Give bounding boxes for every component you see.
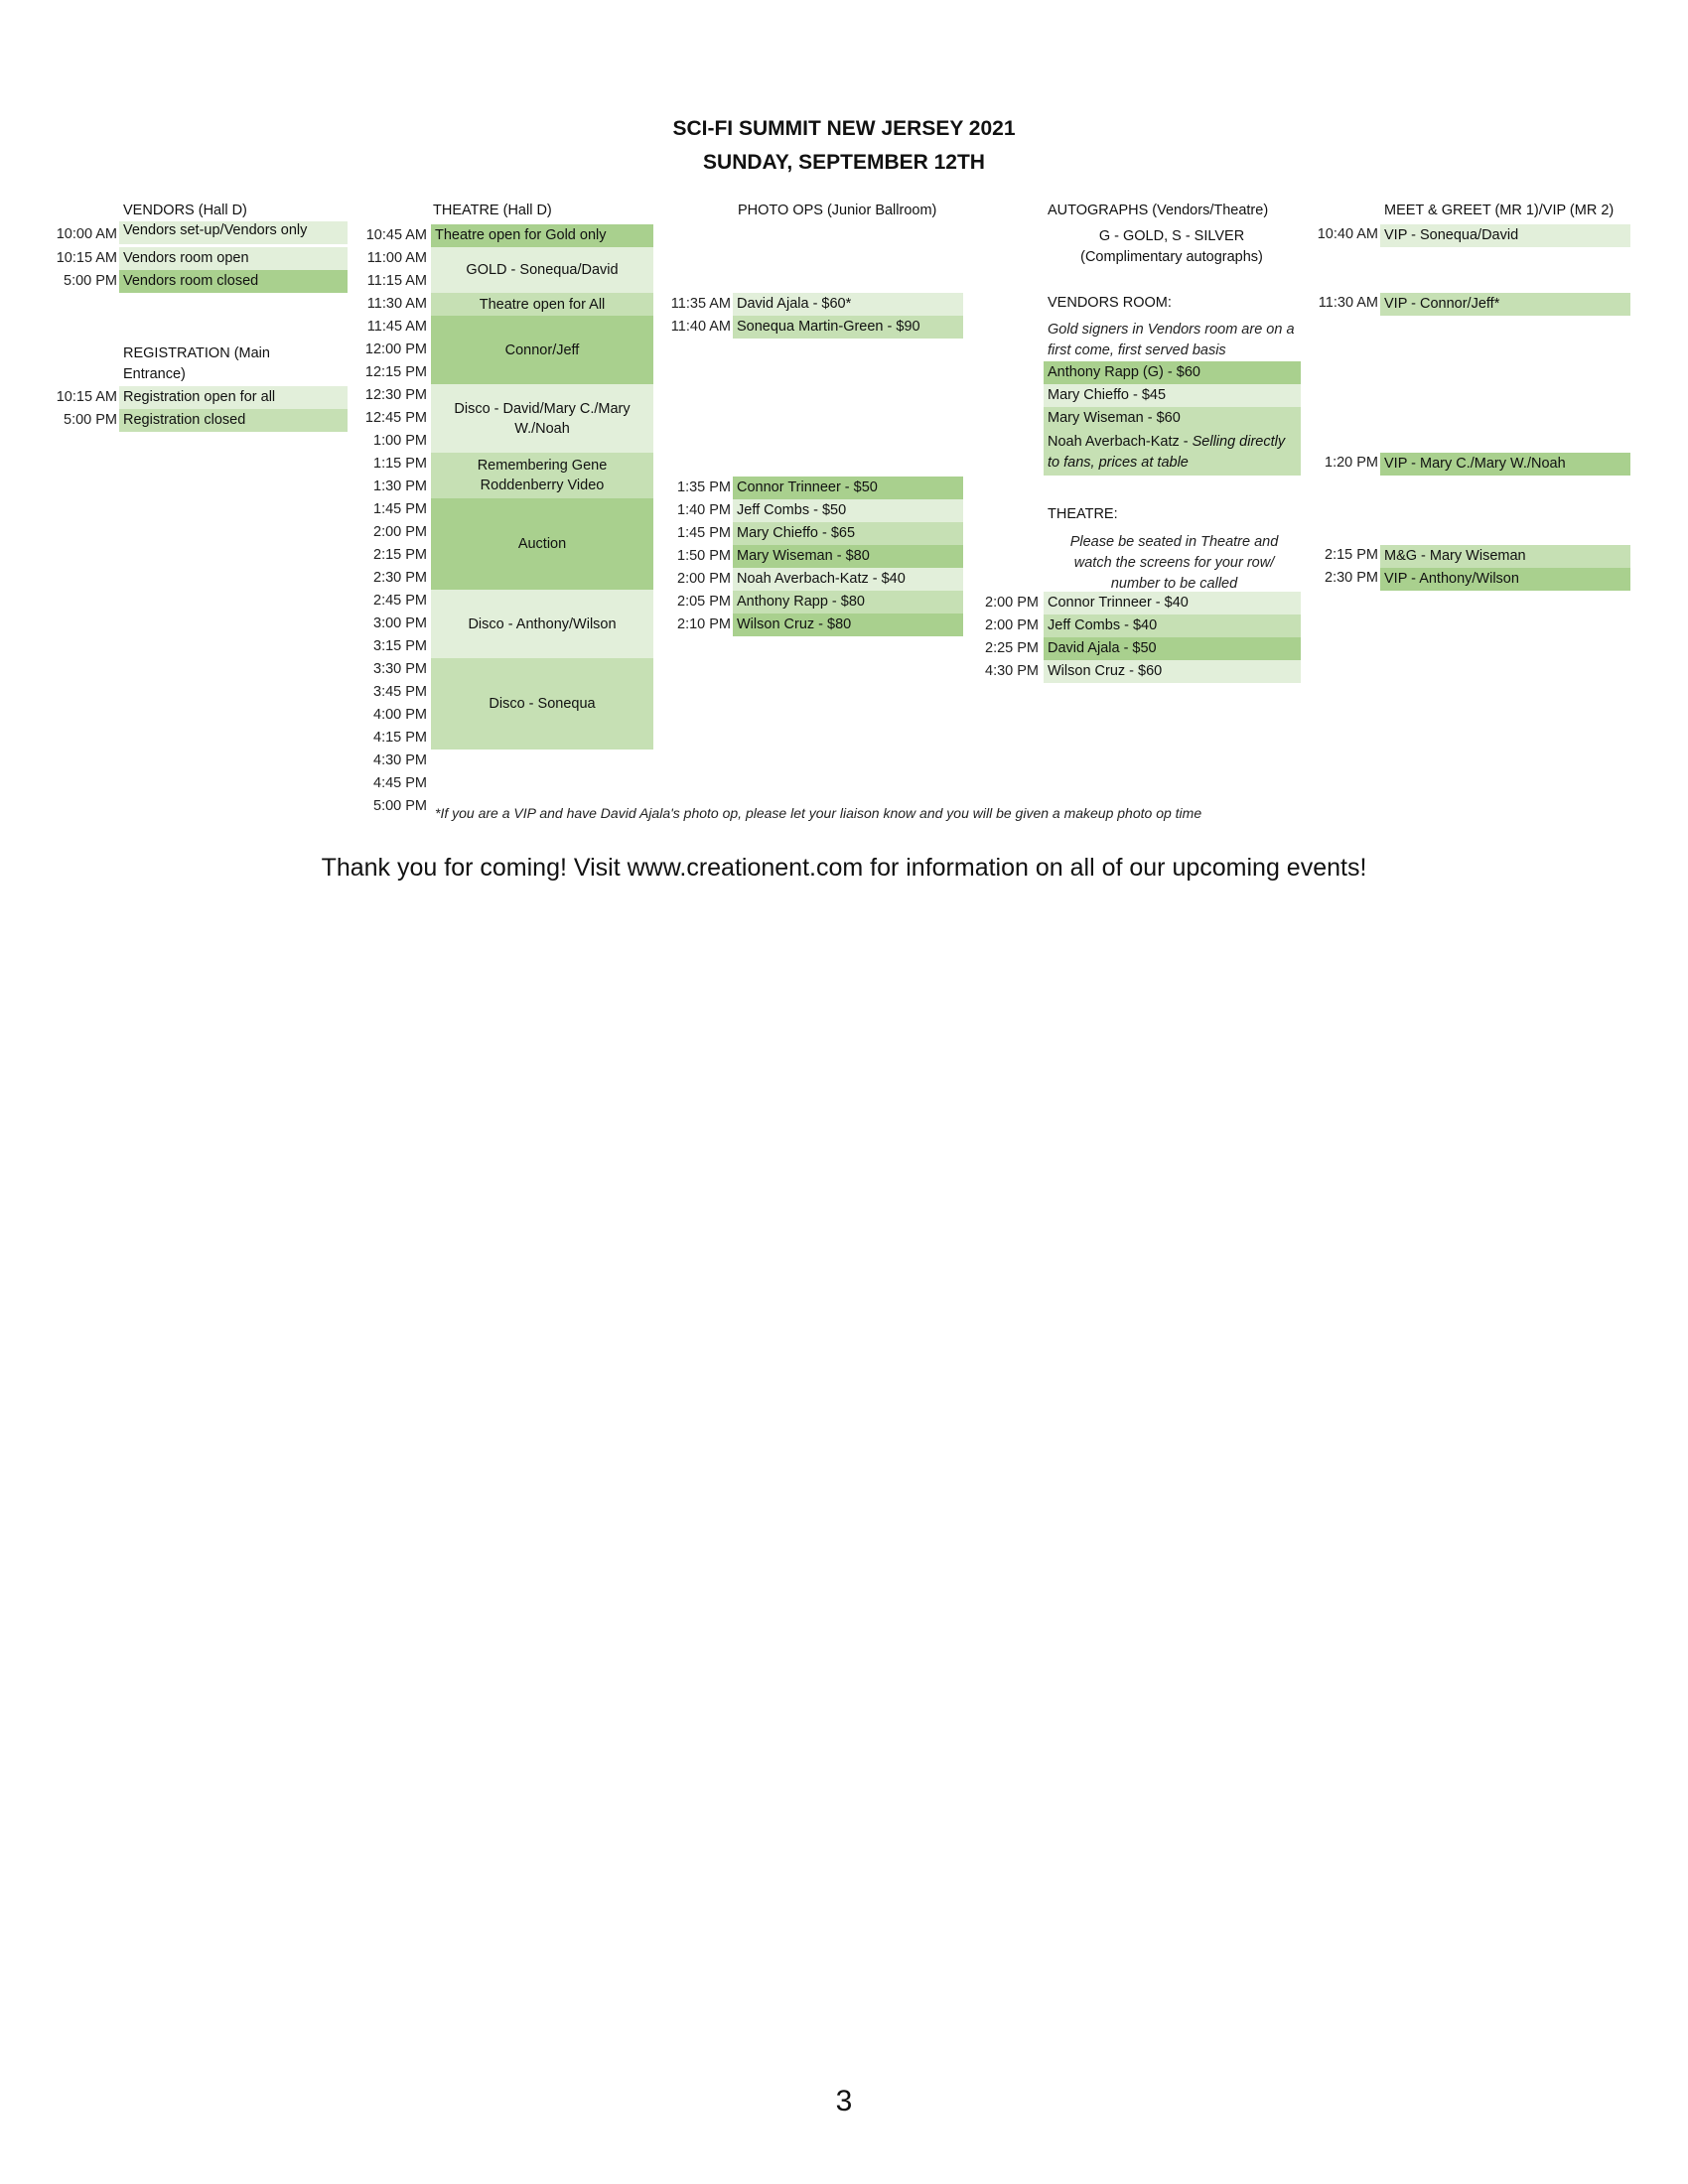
theatre-time: 3:15 PM: [373, 638, 427, 654]
theatre-block: Connor/Jeff: [431, 316, 653, 384]
theatre-block: Theatre open for All: [431, 293, 653, 316]
theatre-header: THEATRE (Hall D): [433, 203, 552, 218]
photo-op-item: Connor Trinneer - $50: [733, 477, 963, 499]
meet-greet-item: VIP - Connor/Jeff*: [1380, 293, 1630, 316]
photo-op-item: David Ajala - $60*: [733, 293, 963, 316]
photo-op-item: Mary Wiseman - $80: [733, 545, 963, 568]
theatre-time: 11:00 AM: [366, 250, 427, 266]
meet-greet-header: MEET & GREET (MR 1)/VIP (MR 2): [1384, 203, 1615, 218]
meet-greet-item: VIP - Anthony/Wilson: [1380, 568, 1630, 591]
photo-op-time: 2:05 PM: [677, 594, 731, 610]
vendors-room-header: VENDORS ROOM:: [1048, 295, 1172, 311]
meet-greet-time: 1:20 PM: [1325, 455, 1378, 471]
theatre-time: 3:30 PM: [373, 661, 427, 677]
autograph-item: Mary Wiseman - $60: [1044, 407, 1301, 430]
theatre-time: 2:00 PM: [373, 524, 427, 540]
autographs-legend: G - GOLD, S - SILVER: [1098, 228, 1245, 244]
meet-greet-time: 2:30 PM: [1325, 570, 1378, 586]
vendors-time: 10:15 AM: [56, 250, 117, 266]
autograph-theatre-time: 4:30 PM: [985, 663, 1039, 679]
meet-greet-item: VIP - Mary C./Mary W./Noah: [1380, 453, 1630, 476]
autograph-theatre-item: Jeff Combs - $40: [1044, 614, 1301, 637]
meet-greet-item: M&G - Mary Wiseman: [1380, 545, 1630, 568]
footnote: *If you are a VIP and have David Ajala's photo op, please let your liaison know and you will be given a makeup photo op time: [435, 805, 1202, 821]
photo-op-item: Sonequa Martin-Green - $90: [733, 316, 963, 339]
theatre-block: Remembering Gene Roddenberry Video: [431, 453, 653, 498]
page-subtitle: SUNDAY, SEPTEMBER 12TH: [703, 151, 985, 174]
theatre-block: GOLD - Sonequa/David: [431, 247, 653, 293]
meet-greet-time: 10:40 AM: [1317, 226, 1378, 242]
photo-op-time: 1:50 PM: [677, 548, 731, 564]
vendors-item: Vendors room open: [119, 247, 348, 270]
autograph-theatre-item: Wilson Cruz - $60: [1044, 660, 1301, 683]
theatre-time: 3:45 PM: [373, 684, 427, 700]
registration-item: Registration closed: [119, 409, 348, 432]
registration-time: 10:15 AM: [56, 389, 117, 405]
photo-op-time: 1:40 PM: [677, 502, 731, 518]
autographs-theatre-note: Please be seated in Theatre and watch the screens for your row/ number to be called: [1069, 534, 1279, 592]
photo-ops-header: PHOTO OPS (Junior Ballroom): [738, 203, 937, 218]
theatre-time: 11:30 AM: [366, 296, 427, 312]
page-number: 3: [835, 2085, 853, 2117]
theatre-time: 2:30 PM: [373, 570, 427, 586]
vendors-time: 10:00 AM: [56, 226, 117, 242]
theatre-time: 4:00 PM: [373, 707, 427, 723]
autograph-theatre-item: Connor Trinneer - $40: [1044, 592, 1301, 614]
noah-name: Noah Averbach-Katz -: [1048, 434, 1193, 450]
vendors-item: Vendors room closed: [119, 270, 348, 293]
theatre-time: 12:45 PM: [364, 410, 427, 426]
thank-you-message: Thank you for coming! Visit www.creationent.com for information on all of our upcoming events!: [321, 854, 1367, 882]
registration-time: 5:00 PM: [64, 412, 117, 428]
theatre-time: 12:30 PM: [364, 387, 427, 403]
theatre-time: 1:45 PM: [373, 501, 427, 517]
theatre-time: 1:00 PM: [373, 433, 427, 449]
page-title: SCI-FI SUMMIT NEW JERSEY 2021: [672, 117, 1016, 140]
autograph-theatre-time: 2:00 PM: [985, 617, 1039, 633]
theatre-time: 1:15 PM: [373, 456, 427, 472]
theatre-block: Disco - Anthony/Wilson: [431, 590, 653, 658]
noah-note: Selling directly to fans, prices at table: [1048, 434, 1286, 471]
theatre-time: 11:15 AM: [366, 273, 427, 289]
theatre-time: 1:30 PM: [373, 478, 427, 494]
photo-op-time: 2:10 PM: [677, 616, 731, 632]
photo-op-time: 11:35 AM: [670, 296, 731, 312]
vendors-room-note: Gold signers in Vendors room are on a first come, first served basis: [1048, 322, 1295, 358]
theatre-time: 2:45 PM: [373, 593, 427, 609]
theatre-block: Theatre open for Gold only: [431, 224, 653, 247]
theatre-block: Disco - Sonequa: [431, 658, 653, 750]
photo-op-item: Noah Averbach-Katz - $40: [733, 568, 963, 591]
photo-op-item: Anthony Rapp - $80: [733, 591, 963, 614]
autographs-header: AUTOGRAPHS (Vendors/Theatre): [1048, 203, 1269, 218]
vendors-time: 5:00 PM: [64, 273, 117, 289]
meet-greet-item: VIP - Sonequa/David: [1380, 224, 1630, 247]
autographs-complimentary: (Complimentary autographs): [1080, 249, 1263, 265]
vendors-header: VENDORS (Hall D): [123, 203, 247, 218]
theatre-time: 5:00 PM: [373, 798, 427, 814]
theatre-time: 12:15 PM: [364, 364, 427, 380]
theatre-time: 3:00 PM: [373, 615, 427, 631]
theatre-time: 2:15 PM: [373, 547, 427, 563]
theatre-time: 10:45 AM: [365, 227, 427, 243]
theatre-time: 4:30 PM: [373, 752, 427, 768]
theatre-time: 12:00 PM: [364, 341, 427, 357]
autograph-item: Anthony Rapp (G) - $60: [1044, 361, 1301, 384]
registration-header: REGISTRATION (Main Entrance): [123, 345, 270, 382]
autograph-item: Mary Chieffo - $45: [1044, 384, 1301, 407]
photo-op-time: 11:40 AM: [670, 319, 731, 335]
autograph-theatre-time: 2:25 PM: [985, 640, 1039, 656]
theatre-time: 4:45 PM: [373, 775, 427, 791]
autograph-theatre-item: David Ajala - $50: [1044, 637, 1301, 660]
photo-op-time: 1:45 PM: [677, 525, 731, 541]
autographs-theatre-header: THEATRE:: [1048, 506, 1118, 522]
photo-op-time: 1:35 PM: [677, 479, 731, 495]
photo-op-item: Jeff Combs - $50: [733, 499, 963, 522]
photo-op-item: Mary Chieffo - $65: [733, 522, 963, 545]
autograph-item-noah: [1044, 430, 1301, 476]
theatre-time: 11:45 AM: [366, 319, 427, 335]
photo-op-item: Wilson Cruz - $80: [733, 614, 963, 636]
autograph-theatre-time: 2:00 PM: [985, 595, 1039, 611]
theatre-block: Disco - David/Mary C./Mary W./Noah: [431, 384, 653, 453]
registration-item: Registration open for all: [119, 386, 348, 409]
meet-greet-time: 11:30 AM: [1318, 295, 1378, 311]
vendors-item: Vendors set-up/Vendors only: [119, 221, 348, 244]
photo-op-time: 2:00 PM: [677, 571, 731, 587]
theatre-block: Auction: [431, 498, 653, 590]
meet-greet-time: 2:15 PM: [1325, 547, 1378, 563]
theatre-time: 4:15 PM: [373, 730, 427, 746]
